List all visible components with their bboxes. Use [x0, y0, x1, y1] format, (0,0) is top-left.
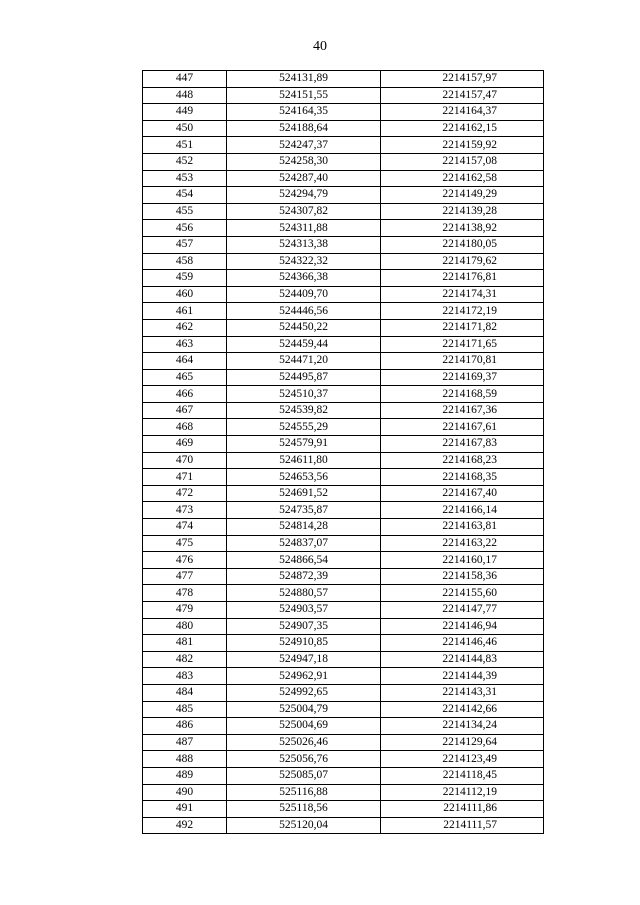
x-coordinate-cell: 524366,38 [227, 270, 381, 287]
y-coordinate-cell: 2214111,86 [381, 801, 544, 818]
y-coordinate-cell: 2214144,83 [381, 651, 544, 668]
y-coordinate-cell: 2214112,19 [381, 784, 544, 801]
table-row [143, 801, 544, 818]
point-number-cell: 490 [143, 784, 227, 801]
point-number-cell: 467 [143, 402, 227, 419]
point-number-cell: 448 [143, 87, 227, 104]
y-coordinate-cell: 2214158,36 [381, 568, 544, 585]
point-number-cell: 481 [143, 635, 227, 652]
y-coordinate-cell: 2214163,22 [381, 535, 544, 552]
x-coordinate-cell: 524653,56 [227, 469, 381, 486]
table-row [143, 718, 544, 735]
x-coordinate-cell: 524459,44 [227, 336, 381, 353]
y-coordinate-cell: 2214168,35 [381, 469, 544, 486]
table-row [143, 552, 544, 569]
point-number-cell: 451 [143, 137, 227, 154]
table-row [143, 767, 544, 784]
table-row [143, 419, 544, 436]
point-number-cell: 471 [143, 469, 227, 486]
point-number-cell: 487 [143, 734, 227, 751]
table-row [143, 203, 544, 220]
page-number: 40 [313, 39, 327, 54]
y-coordinate-cell: 2214157,97 [381, 71, 544, 88]
point-number-cell: 480 [143, 618, 227, 635]
y-coordinate-cell: 2214166,14 [381, 502, 544, 519]
x-coordinate-cell: 524294,79 [227, 187, 381, 204]
y-coordinate-cell: 2214164,37 [381, 104, 544, 121]
y-coordinate-cell: 2214169,37 [381, 369, 544, 386]
x-coordinate-cell: 524446,56 [227, 303, 381, 320]
x-coordinate-cell: 524510,37 [227, 386, 381, 403]
table-row [143, 220, 544, 237]
table-row [143, 734, 544, 751]
table-row [143, 402, 544, 419]
y-coordinate-cell: 2214142,66 [381, 701, 544, 718]
y-coordinate-cell: 2214160,17 [381, 552, 544, 569]
point-number-cell: 462 [143, 319, 227, 336]
y-coordinate-cell: 2214162,58 [381, 170, 544, 187]
point-number-cell: 469 [143, 436, 227, 453]
y-coordinate-cell: 2214146,94 [381, 618, 544, 635]
point-number-cell: 463 [143, 336, 227, 353]
point-number-cell: 483 [143, 668, 227, 685]
y-coordinate-cell: 2214176,81 [381, 270, 544, 287]
y-coordinate-cell: 2214168,59 [381, 386, 544, 403]
y-coordinate-cell: 2214129,64 [381, 734, 544, 751]
y-coordinate-cell: 2214171,82 [381, 319, 544, 336]
point-number-cell: 457 [143, 236, 227, 253]
y-coordinate-cell: 2214171,65 [381, 336, 544, 353]
x-coordinate-cell: 524164,35 [227, 104, 381, 121]
y-coordinate-cell: 2214167,40 [381, 485, 544, 502]
x-coordinate-cell: 524903,57 [227, 602, 381, 619]
point-number-cell: 464 [143, 353, 227, 370]
point-number-cell: 492 [143, 817, 227, 834]
point-number-cell: 465 [143, 369, 227, 386]
y-coordinate-cell: 2214155,60 [381, 585, 544, 602]
point-number-cell: 473 [143, 502, 227, 519]
point-number-cell: 450 [143, 120, 227, 137]
y-coordinate-cell: 2214163,81 [381, 519, 544, 536]
table-row [143, 71, 544, 88]
table-row [143, 319, 544, 336]
x-coordinate-cell: 524579,91 [227, 436, 381, 453]
x-coordinate-cell: 524247,37 [227, 137, 381, 154]
point-number-cell: 475 [143, 535, 227, 552]
y-coordinate-cell: 2214146,46 [381, 635, 544, 652]
x-coordinate-cell: 524131,89 [227, 71, 381, 88]
point-number-cell: 491 [143, 801, 227, 818]
x-coordinate-cell: 524907,35 [227, 618, 381, 635]
y-coordinate-cell: 2214144,39 [381, 668, 544, 685]
table-row [143, 751, 544, 768]
x-coordinate-cell: 524409,70 [227, 286, 381, 303]
x-coordinate-cell: 524992,65 [227, 684, 381, 701]
x-coordinate-cell: 524555,29 [227, 419, 381, 436]
x-coordinate-cell: 525004,79 [227, 701, 381, 718]
table-row [143, 684, 544, 701]
point-number-cell: 484 [143, 684, 227, 701]
x-coordinate-cell: 524258,30 [227, 153, 381, 170]
point-number-cell: 461 [143, 303, 227, 320]
table-row [143, 469, 544, 486]
y-coordinate-cell: 2214172,19 [381, 303, 544, 320]
x-coordinate-cell: 525118,56 [227, 801, 381, 818]
point-number-cell: 458 [143, 253, 227, 270]
x-coordinate-cell: 524962,91 [227, 668, 381, 685]
table-row [143, 618, 544, 635]
y-coordinate-cell: 2214157,08 [381, 153, 544, 170]
table-row [143, 336, 544, 353]
x-coordinate-cell: 525056,76 [227, 751, 381, 768]
y-coordinate-cell: 2214147,77 [381, 602, 544, 619]
y-coordinate-cell: 2214174,31 [381, 286, 544, 303]
point-number-cell: 489 [143, 767, 227, 784]
y-coordinate-cell: 2214179,62 [381, 253, 544, 270]
y-coordinate-cell: 2214111,57 [381, 817, 544, 834]
table-row [143, 236, 544, 253]
x-coordinate-cell: 524313,38 [227, 236, 381, 253]
table-row [143, 87, 544, 104]
x-coordinate-cell: 524837,07 [227, 535, 381, 552]
table-row [143, 303, 544, 320]
x-coordinate-cell: 524872,39 [227, 568, 381, 585]
x-coordinate-cell: 525026,46 [227, 734, 381, 751]
y-coordinate-cell: 2214138,92 [381, 220, 544, 237]
table-row [143, 668, 544, 685]
table-row [143, 137, 544, 154]
table-row [143, 817, 544, 834]
y-coordinate-cell: 2214134,24 [381, 718, 544, 735]
table-row [143, 104, 544, 121]
y-coordinate-cell: 2214123,49 [381, 751, 544, 768]
table-row [143, 784, 544, 801]
table-row [143, 353, 544, 370]
table-row [143, 701, 544, 718]
point-number-cell: 466 [143, 386, 227, 403]
table-row [143, 386, 544, 403]
point-number-cell: 470 [143, 452, 227, 469]
y-coordinate-cell: 2214168,23 [381, 452, 544, 469]
y-coordinate-cell: 2214167,36 [381, 402, 544, 419]
x-coordinate-cell: 524471,20 [227, 353, 381, 370]
y-coordinate-cell: 2214167,61 [381, 419, 544, 436]
point-number-cell: 477 [143, 568, 227, 585]
table-row [143, 535, 544, 552]
point-number-cell: 482 [143, 651, 227, 668]
y-coordinate-cell: 2214149,29 [381, 187, 544, 204]
y-coordinate-cell: 2214170,81 [381, 353, 544, 370]
table-row [143, 153, 544, 170]
table-row [143, 602, 544, 619]
x-coordinate-cell: 525004,69 [227, 718, 381, 735]
x-coordinate-cell: 524495,87 [227, 369, 381, 386]
y-coordinate-cell: 2214157,47 [381, 87, 544, 104]
y-coordinate-cell: 2214167,83 [381, 436, 544, 453]
y-coordinate-cell: 2214159,92 [381, 137, 544, 154]
x-coordinate-cell: 524287,40 [227, 170, 381, 187]
table-row [143, 286, 544, 303]
x-coordinate-cell: 524611,80 [227, 452, 381, 469]
table-row [143, 519, 544, 536]
point-number-cell: 449 [143, 104, 227, 121]
point-number-cell: 472 [143, 485, 227, 502]
point-number-cell: 454 [143, 187, 227, 204]
point-number-cell: 485 [143, 701, 227, 718]
table-row [143, 502, 544, 519]
point-number-cell: 479 [143, 602, 227, 619]
point-number-cell: 478 [143, 585, 227, 602]
table-row [143, 452, 544, 469]
point-number-cell: 455 [143, 203, 227, 220]
table-row [143, 253, 544, 270]
x-coordinate-cell: 524307,82 [227, 203, 381, 220]
x-coordinate-cell: 524910,85 [227, 635, 381, 652]
table-row [143, 120, 544, 137]
y-coordinate-cell: 2214180,05 [381, 236, 544, 253]
table-row [143, 187, 544, 204]
x-coordinate-cell: 525085,07 [227, 767, 381, 784]
point-number-cell: 460 [143, 286, 227, 303]
point-number-cell: 474 [143, 519, 227, 536]
table-row [143, 485, 544, 502]
x-coordinate-cell: 524880,57 [227, 585, 381, 602]
x-coordinate-cell: 524947,18 [227, 651, 381, 668]
table-row [143, 568, 544, 585]
x-coordinate-cell: 524539,82 [227, 402, 381, 419]
table-row [143, 369, 544, 386]
point-number-cell: 459 [143, 270, 227, 287]
point-number-cell: 488 [143, 751, 227, 768]
y-coordinate-cell: 2214139,28 [381, 203, 544, 220]
point-number-cell: 453 [143, 170, 227, 187]
point-number-cell: 468 [143, 419, 227, 436]
point-number-cell: 476 [143, 552, 227, 569]
table-row [143, 651, 544, 668]
y-coordinate-cell: 2214118,45 [381, 767, 544, 784]
x-coordinate-cell: 524188,64 [227, 120, 381, 137]
x-coordinate-cell: 524311,88 [227, 220, 381, 237]
point-number-cell: 486 [143, 718, 227, 735]
table-row [143, 635, 544, 652]
table-row [143, 270, 544, 287]
x-coordinate-cell: 524866,54 [227, 552, 381, 569]
point-number-cell: 447 [143, 71, 227, 88]
point-number-cell: 456 [143, 220, 227, 237]
coordinates-table-body [143, 71, 544, 834]
coordinates-table [142, 70, 544, 834]
x-coordinate-cell: 524691,52 [227, 485, 381, 502]
table-row [143, 585, 544, 602]
x-coordinate-cell: 524151,55 [227, 87, 381, 104]
x-coordinate-cell: 524450,22 [227, 319, 381, 336]
y-coordinate-cell: 2214162,15 [381, 120, 544, 137]
x-coordinate-cell: 525116,88 [227, 784, 381, 801]
table-row [143, 436, 544, 453]
y-coordinate-cell: 2214143,31 [381, 684, 544, 701]
table-row [143, 170, 544, 187]
x-coordinate-cell: 524814,28 [227, 519, 381, 536]
point-number-cell: 452 [143, 153, 227, 170]
x-coordinate-cell: 524735,87 [227, 502, 381, 519]
x-coordinate-cell: 525120,04 [227, 817, 381, 834]
x-coordinate-cell: 524322,32 [227, 253, 381, 270]
